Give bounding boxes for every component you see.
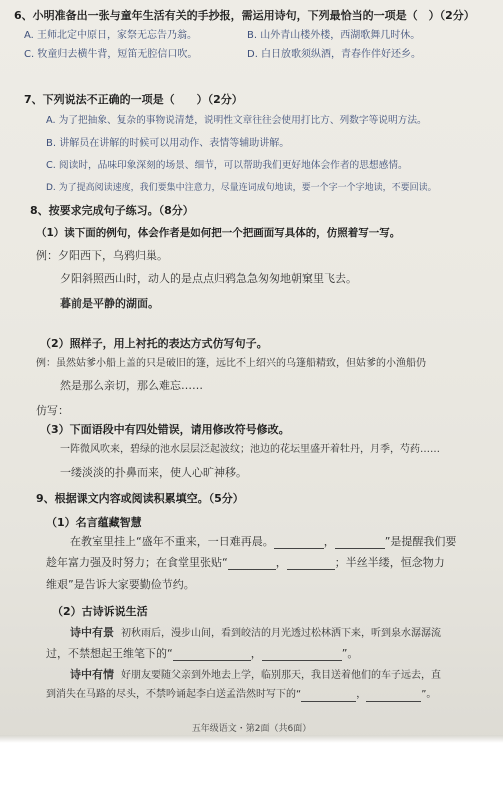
answer-blank[interactable] — [262, 649, 342, 661]
line-1-text-a: 在教室里挂上“盛年不重来，一日难再晨。 — [70, 535, 274, 548]
question-8-part-3-title: （3）下面语段中有四处错误，请用修改符号修改。 — [40, 423, 290, 436]
answer-blank[interactable] — [301, 690, 356, 702]
line-3-text: 好朋友要随父亲到外地去上学，临别那天，我目送着他们的车子远去，直 — [121, 670, 441, 681]
question-8-part-1-example: 例：夕阳西下，乌鸦归巢。 — [36, 249, 168, 262]
question-9-part-2-line-1 — [70, 626, 441, 641]
line-2-text-b: ；半丝半缕，恒念物力 — [334, 556, 445, 569]
question-6-option-c: C. 牧童归去横牛背，短笛无腔信口吹。 — [24, 49, 198, 60]
question-8-part-1-title: （1）读下面的例句，体会作者是如何把一个把画面写具体的，仿照着写一写。 — [36, 227, 401, 239]
poem-scene-label: 诗中有景 — [70, 626, 114, 639]
question-9-part-1-line-3: 维艰”是告诉大家要勤俭节约。 — [46, 578, 195, 591]
question-8-part-1-answer: 暮前是平静的湖面。 — [60, 297, 159, 310]
question-7-stem: 7、下列说法不正确的一项是（ ）（2分） — [24, 93, 243, 106]
line-1-text: 初秋雨后，漫步山间，看到皎洁的月光透过松林洒下来，听到泉水潺潺流 — [121, 628, 441, 639]
answer-blank[interactable] — [173, 649, 251, 661]
question-9-part-1-line-1: 在教室里挂上“盛年不重来，一日难再晨。 ， ”是提醒我们要 — [70, 535, 457, 548]
question-9-part-1-title: （1）名言蕴藏智慧 — [46, 516, 142, 529]
question-7-option-d: D. 为了提高阅读速度，我们要集中注意力，尽量连词成句地读，要一个字一个字地读，不要回读。 — [46, 183, 437, 193]
question-9-part-2-line-2: 过，不禁想起王维笔下的“ ， ”。 — [46, 647, 359, 660]
question-8-part-2-label: 仿写： — [36, 404, 69, 417]
question-9-part-1-line-2: 趁年富力强及时努力；在食堂里张贴“ ， ；半丝半缕，恒念物力 — [46, 556, 445, 569]
question-9-stem: 9、根据课文内容或阅读积累填空。（5分） — [36, 492, 244, 505]
question-6-option-b: B. 山外青山楼外楼，西湖歌舞几时休。 — [247, 30, 421, 41]
question-7-option-c: C. 阅读时，品味印象深刻的场景、细节，可以帮助我们更好地体会作者的思想感情。 — [46, 160, 408, 171]
question-6-option-a: A. 王师北定中原日，家祭无忘告乃翁。 — [24, 30, 198, 41]
question-7-option-b: B. 讲解员在讲解的时候可以用动作、表情等辅助讲解。 — [46, 138, 290, 149]
question-8-part-2-example-line-2: 然是那么亲切，那么难忘…… — [60, 379, 203, 392]
question-7-option-a: A. 为了把抽象、复杂的事物说清楚，说明性文章往往会使用打比方、列数字等说明方法。 — [46, 115, 427, 126]
page-footer: 五年级语文・第2面（共6面） — [191, 724, 312, 734]
answer-blank[interactable] — [274, 537, 324, 549]
question-8-stem: 8、按要求完成句子练习。（8分） — [30, 204, 194, 217]
poem-emotion-label: 诗中有情 — [70, 668, 114, 681]
question-9-part-2-line-3 — [70, 668, 441, 683]
question-9-part-2-line-4: 到消失在马路的尽头，不禁吟诵起李白送孟浩然时写下的“ ， ”。 — [46, 689, 437, 700]
line-4-text: 到消失在马路的尽头，不禁吟诵起李白送孟浩然时写下的“ — [46, 689, 302, 700]
answer-blank[interactable] — [228, 558, 276, 570]
question-6-option-d: D. 白日放歌须纵酒，青春作伴好还乡。 — [247, 49, 422, 60]
line-2-text: 过，不禁想起王维笔下的“ — [46, 647, 173, 660]
page-edge-shadow — [0, 735, 503, 743]
question-6-stem: 6、小明准备出一张与童年生活有关的手抄报，需运用诗句，下列最恰当的一项是（ ）（2分） — [14, 9, 475, 22]
line-1-text-b: ”是提醒我们要 — [384, 535, 457, 548]
question-8-part-3-line-1: 一阵微风吹来，碧绿的池水层层泛起波纹；池边的花坛里盛开着牡丹，月季，芍药…… — [60, 444, 440, 455]
answer-blank[interactable] — [335, 537, 385, 549]
question-9-part-2-title: （2）古诗诉说生活 — [52, 605, 148, 618]
question-8-part-2-title: （2）照样子，用上衬托的表达方式仿写句子。 — [40, 337, 268, 350]
line-2-text-a: 趁年富力强及时努力；在食堂里张贴“ — [46, 556, 228, 569]
question-8-part-1-detail: 夕阳斜照西山时，动人的是点点归鸦急急匆匆地朝窠里飞去。 — [60, 272, 357, 285]
question-8-part-2-example-line-1: 例：虽然姑爹小船上盖的只是破旧的篷，远比不上绍兴的乌篷船精致，但姑爹的小渔船仍 — [36, 358, 426, 369]
question-8-part-3-line-2: 一缕淡淡的扑鼻而来，使人心旷神移。 — [60, 466, 247, 479]
answer-blank[interactable] — [287, 558, 335, 570]
answer-blank[interactable] — [366, 690, 421, 702]
